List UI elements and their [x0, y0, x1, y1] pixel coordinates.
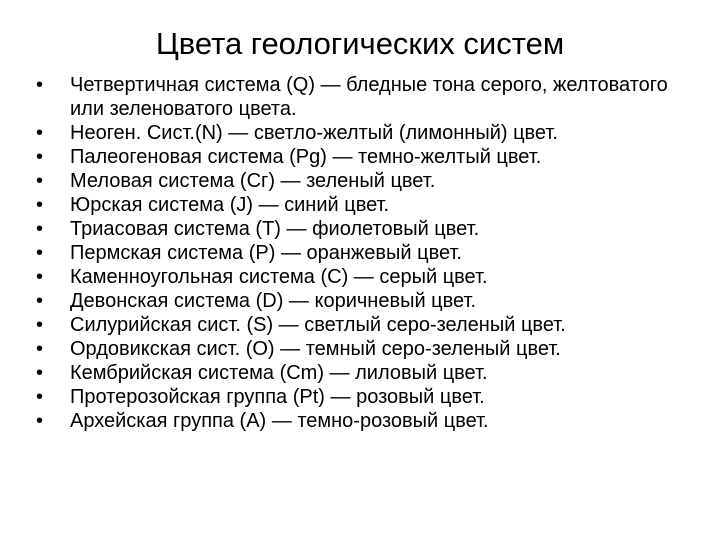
list-item	[36, 217, 696, 241]
list-item-text: Пермская система (Р) — оранжевый цвет.	[70, 242, 462, 264]
bullet-icon: •	[36, 146, 44, 168]
bullet-icon: •	[36, 338, 44, 360]
list-item-text: Кембрийская система (Сm) — лиловый цвет.	[70, 362, 488, 384]
list-item	[36, 265, 696, 289]
list-item-text: Палеогеновая система (Pg) — темно-желтый цвет.	[70, 146, 542, 168]
bullet-icon: •	[36, 218, 44, 240]
list-item-text: Ордовикская сист. (О) — темный серо-зеленый цвет.	[70, 338, 561, 360]
list-item-text: Протерозойская группа (Pt) — розовый цвет.	[70, 386, 485, 408]
list-item	[36, 289, 696, 313]
list-item	[36, 73, 696, 121]
list-item	[36, 145, 696, 169]
bullet-icon: •	[36, 194, 44, 216]
list-item-text: Каменноугольная система (С) — серый цвет.	[70, 266, 488, 288]
bullet-icon: •	[36, 314, 44, 336]
list-item-text: Меловая система (Сг) — зеленый цвет.	[70, 170, 436, 192]
list-item	[36, 169, 696, 193]
list-item-text: Четвертичная система (Q) — бледные тона серого, желтоватого или зеленоватого цвета.	[70, 74, 668, 120]
slide-title: Цвета геологических систем	[155, 26, 565, 61]
bullet-icon: •	[36, 122, 44, 144]
list-item	[36, 121, 696, 145]
list-item-text: Неоген. Сист.(N) — светло-желтый (лимонный) цвет.	[70, 122, 558, 144]
list-item	[36, 337, 696, 361]
bullet-icon: •	[36, 386, 44, 408]
bullet-icon: •	[36, 362, 44, 384]
bullet-icon: •	[36, 410, 44, 432]
list-item-text: Силурийская сист. (S) — светлый серо-зеленый цвет.	[70, 314, 566, 336]
bullet-icon: •	[36, 170, 44, 192]
bullet-icon: •	[36, 290, 44, 312]
list-item	[36, 361, 696, 385]
list-item-text: Триасовая система (Т) — фиолетовый цвет.	[70, 218, 480, 240]
list-item	[36, 313, 696, 337]
bullet-icon: •	[36, 242, 44, 264]
list-item	[36, 385, 696, 409]
list-item-text: Девонская система (D) — коричневый цвет.	[70, 290, 476, 312]
list-item-text: Юрская система (J) — синий цвет.	[70, 194, 390, 216]
list-item-text: Архейская группа (А) — темно-розовый цвет.	[70, 410, 489, 432]
bullet-icon: •	[36, 266, 44, 288]
list-item	[36, 241, 696, 265]
list-item	[36, 409, 696, 433]
bullet-list	[36, 73, 696, 433]
list-item	[36, 193, 696, 217]
bullet-icon: •	[36, 74, 44, 96]
